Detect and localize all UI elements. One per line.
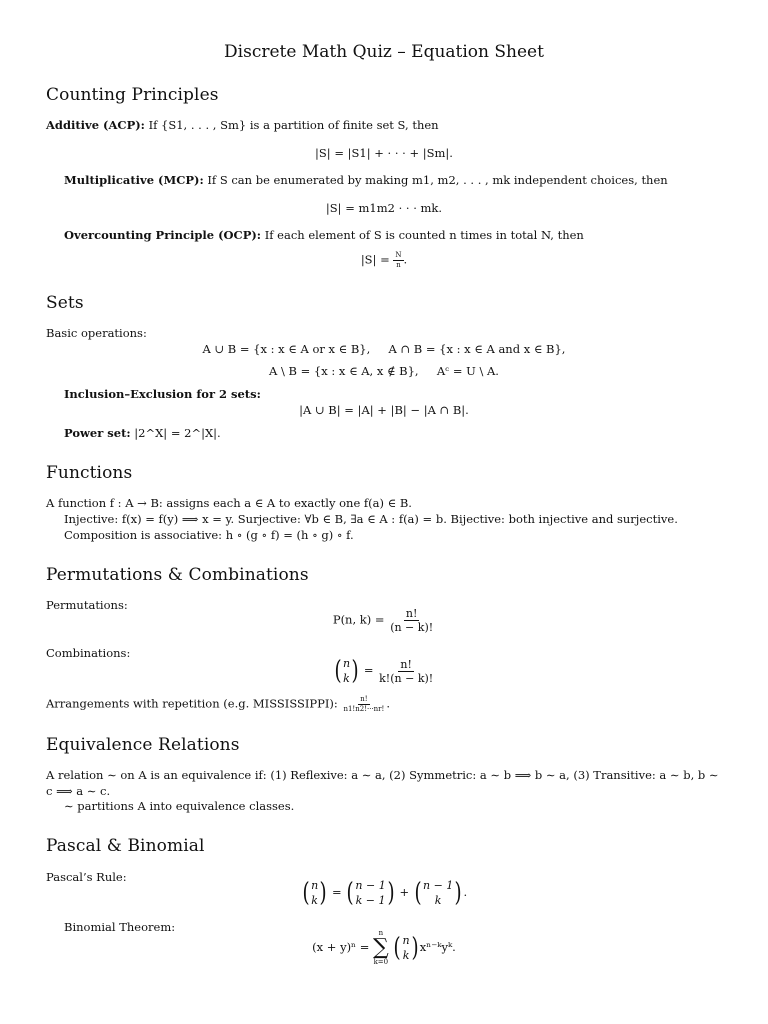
power-label: Power set: [64, 426, 131, 440]
b1-top: n [311, 879, 319, 892]
perm-equation [46, 608, 722, 633]
equiv-line1: A relation ∼ on A is an equivalence if: (1) Reflexive: a ∼ a, (2) Symmetric: a ∼ b ⟹ b ∼ a, (3) Transitive: a ∼ b, b ∼ [46, 768, 719, 782]
diff-complement-eq [46, 364, 722, 378]
mcp-line [64, 173, 668, 188]
ie-equation: |A ∪ B| = |A| + |B| − |A ∩ B|. [299, 403, 469, 417]
ocp-num: N [395, 251, 402, 259]
section-heading-pascal: Pascal & Binomial [46, 836, 205, 856]
b1-bot: k [311, 894, 318, 907]
bt-top: n [402, 934, 410, 947]
pascal-equation: ( n k ) = ( n − 1 k − 1 ) + ( n − 1 k ) . [302, 878, 468, 908]
perm-lhs: P(n, k) = [332, 612, 385, 627]
acp-label: Additive (ACP): [46, 118, 145, 132]
ocp-text: If each element of S is counted n times in total N, then [264, 228, 584, 242]
bt-lhs: (x + y)ⁿ = [312, 940, 370, 954]
equation-sheet [46, 0, 722, 1024]
rep-fraction [341, 696, 386, 713]
difference-eq: A \ B = {x : x ∈ A, x ∉ B}, [269, 364, 419, 378]
functions-composition: Composition is associative: h ∘ (g ∘ f) = (h ∘ g) ∘ f. [64, 528, 354, 542]
pascal-binom-2: ( n − 1 k − 1 ) [346, 878, 395, 908]
ocp-den: n [396, 261, 401, 269]
perm-num: n! [405, 607, 418, 620]
sum-bot: k=0 [373, 958, 389, 966]
acp-line [46, 118, 439, 133]
ocp-lhs: |S| = [360, 252, 390, 267]
pascal-rule-label: Pascal’s Rule: [46, 870, 127, 884]
comb-bot: k [343, 672, 350, 685]
intersection-eq: A ∩ B = {x : x ∈ A and x ∈ B}, [388, 342, 566, 356]
comb-num: n! [400, 657, 412, 671]
ocp-label: Overcounting Principle (OCP): [64, 228, 262, 242]
binomial-equation [46, 930, 722, 966]
section-heading-functions: Functions [46, 463, 133, 483]
rep-den: n1!n2!···nr! [343, 705, 385, 713]
b3-top: n − 1 [422, 879, 454, 892]
comb-den: k!(n − k)! [379, 671, 434, 685]
comb-fraction [377, 659, 435, 684]
acp-equation: |S| = |S1| + · · · + |Sm|. [315, 146, 453, 160]
pascal-binom-1: ( n k ) [302, 878, 327, 908]
binomial-theorem-label: Binomial Theorem: [64, 920, 176, 934]
sum-top: n [378, 929, 384, 937]
comb-top: n [342, 657, 351, 670]
b2-bot: k − 1 [355, 894, 386, 907]
bt-bot: k [402, 949, 410, 962]
functions-injective: Injective: f(x) = f(y) ⟹ x = y. Surjective: ∀b ∈ B, ∃a ∈ A : f(a) = b. Bijective: both injective and surjective. [64, 512, 678, 526]
ie-label: Inclusion–Exclusion for 2 sets: [64, 387, 261, 401]
comb-equation: ( n k ) = $\frac{n!}{k!(n - k)!}$ [334, 656, 434, 686]
union-eq: A ∪ B = {x : x ∈ A or x ∈ B}, [202, 342, 371, 356]
b2-top: n − 1 [355, 879, 386, 892]
mcp-equation: |S| = m1m2 · · · mk. [325, 201, 443, 215]
comb-label: Combinations: [46, 646, 131, 660]
acp-text: If {S1, . . . , Sm} is a partition of finite set S, then [148, 118, 439, 132]
mcp-label: Multiplicative (MCP): [64, 173, 204, 187]
perm-den: (n − k)! [390, 621, 434, 634]
page-title: Discrete Math Quiz – Equation Sheet [224, 42, 544, 62]
basic-ops-label: Basic operations: [46, 326, 147, 340]
mcp-text: If S can be enumerated by making m1, m2, . . . , mk independent choices, then [207, 173, 668, 187]
bt-binom: ( n k ) [393, 933, 419, 963]
union-intersection-eq [46, 342, 722, 356]
sum-sign: n ∑ k=0 [372, 929, 389, 966]
section-heading-counting: Counting Principles [46, 85, 219, 105]
bt-rhs: xⁿ⁻ᵏyᵏ. [419, 940, 456, 954]
section-heading-sets: Sets [46, 293, 84, 313]
section-heading-permcomb: Permutations & Combinations [46, 565, 309, 585]
ocp-line [64, 228, 584, 243]
pascal-binom-3: ( n − 1 k ) [414, 878, 462, 908]
equiv-line2: c ⟹ a ∼ c. [46, 784, 111, 798]
equiv-line3: ∼ partitions A into equivalence classes. [64, 799, 295, 813]
power-set-line [64, 426, 221, 441]
rep-num: n! [360, 695, 368, 703]
repetition-line: Arrangements with repetition (e.g. MISSISSIPPI): $\frac{n!}{n1!n2!\cdot\cdot\cdot nr!}$ . [46, 695, 391, 713]
functions-def: A function f : A → B: assigns each a ∈ A to exactly one f(a) ∈ B. [46, 496, 412, 510]
perm-label: Permutations: [46, 598, 128, 612]
rep-label: Arrangements with repetition (e.g. MISSISSIPPI): [46, 696, 338, 711]
complement-eq: Aᶜ = U \ A. [436, 364, 499, 378]
section-heading-equivalence: Equivalence Relations [46, 735, 240, 755]
b3-bot: k [434, 894, 442, 907]
comb-binomial: ( n k ) [334, 656, 359, 686]
power-eq: |2^X| = 2^|X|. [134, 426, 221, 440]
ocp-equation: |S| = $\frac{N}{n}$ . [360, 251, 408, 269]
ocp-fraction [393, 252, 403, 269]
perm-fraction [388, 608, 435, 633]
